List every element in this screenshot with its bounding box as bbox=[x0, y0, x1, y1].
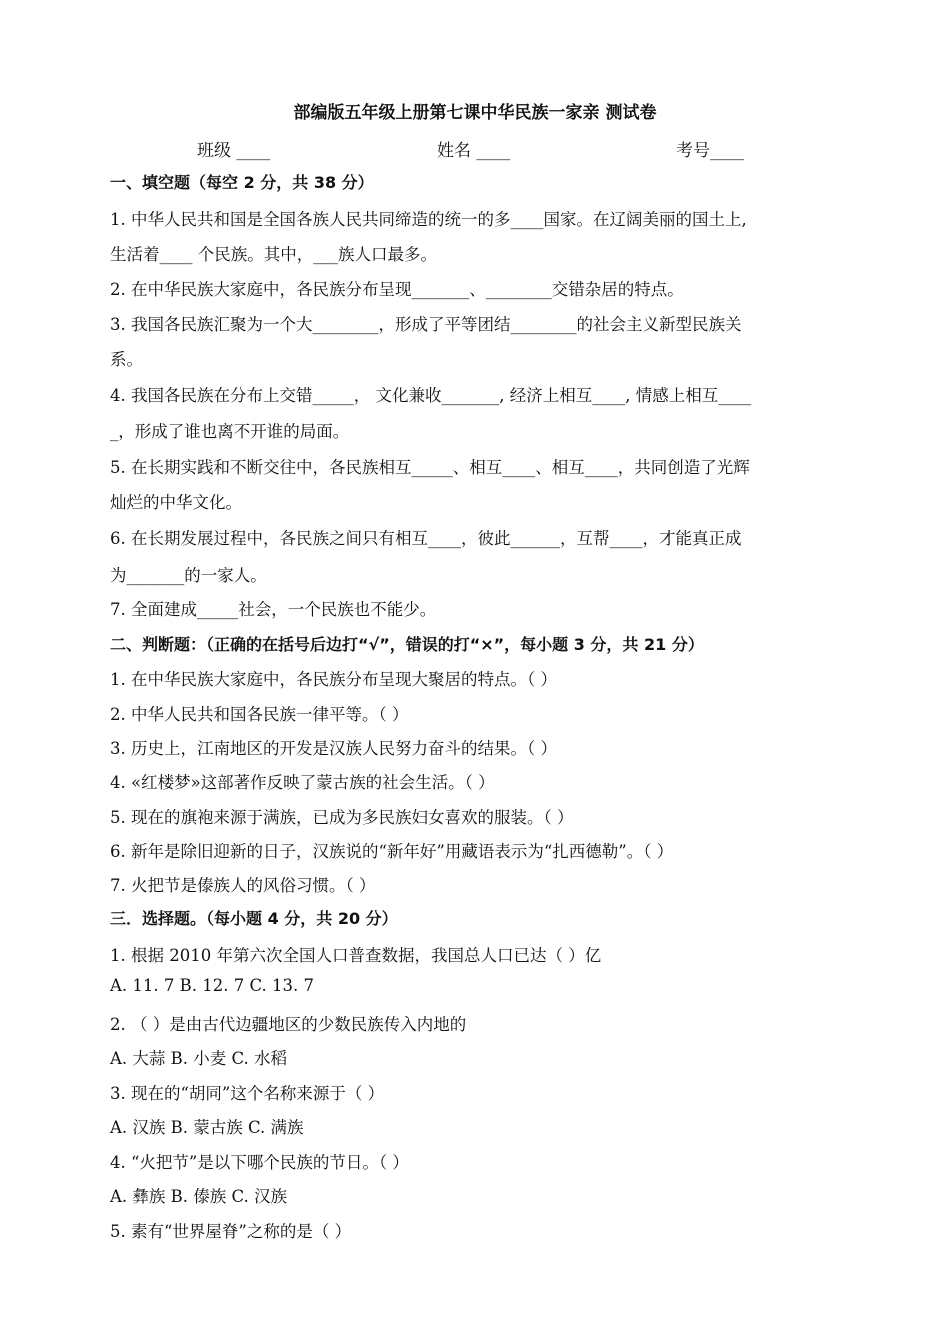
section1-line: 7. 全面建成_____社会，一个民族也不能少。 bbox=[110, 600, 437, 619]
section1-line: 3. 我国各民族汇聚为一个大________，形成了平等团结________的社会主义新型民族关 bbox=[110, 315, 742, 334]
section3-line: 2. （ ）是由古代边疆地区的少数民族传入内地的 bbox=[110, 1015, 467, 1034]
section1-line: _，形成了谁也离不开谁的局面。 bbox=[110, 422, 350, 441]
section1-line: 生活着____ 个民族。其中，___族人口最多。 bbox=[110, 245, 437, 264]
section2-heading: 二、判断题：（正确的在括号后边打“√”，错误的打“×”，每小题 3 分，共 21 分） bbox=[110, 635, 704, 654]
page-title: 部编版五年级上册第七课中华民族一家亲 测试卷 bbox=[293, 103, 657, 123]
section3-line: A. 大蒜 B. 小麦 C. 水稻 bbox=[110, 1049, 288, 1068]
section1-line: 灿烂的中华文化。 bbox=[110, 493, 242, 512]
section1-heading: 一、填空题（每空 2 分，共 38 分） bbox=[110, 173, 374, 192]
section2-line: 1. 在中华民族大家庭中，各民族分布呈现大聚居的特点。（ ） bbox=[110, 670, 557, 689]
section1-line: 6. 在长期发展过程中，各民族之间只有相互____，彼此______，互帮____，才能真正成 bbox=[110, 529, 742, 548]
section3-line: 4. “火把节”是以下哪个民族的节日。（ ） bbox=[110, 1153, 409, 1172]
section1-line: 2. 在中华民族大家庭中，各民族分布呈现_______、________交错杂居的特点。 bbox=[110, 280, 684, 299]
class-field-label: 班级 ____ bbox=[197, 141, 271, 161]
section2-line: 2. 中华人民共和国各民族一律平等。（ ） bbox=[110, 705, 409, 724]
name-field-label: 姓名 ____ bbox=[437, 141, 511, 161]
section3-heading: 三．选择题。（每小题 4 分，共 20 分） bbox=[110, 909, 398, 928]
section2-line: 6. 新年是除旧迎新的日子，汉族说的“新年好”用藏语表示为“扎西德勒”。（ ） bbox=[110, 842, 674, 861]
section3-line: 5. 素有“世界屋脊”之称的是（ ） bbox=[110, 1222, 352, 1241]
section2-line: 7. 火把节是傣族人的风俗习惯。（ ） bbox=[110, 876, 376, 895]
exam-id-field-label: 考号____ bbox=[676, 141, 744, 161]
section3-line: 1. 根据 2010 年第六次全国人口普查数据，我国总人口已达（ ）亿 bbox=[110, 946, 602, 965]
section2-line: 3. 历史上，江南地区的开发是汉族人民努力奋斗的结果。（ ） bbox=[110, 739, 557, 758]
section1-line: 系。 bbox=[110, 350, 143, 369]
section3-line: A. 彝族 B. 傣族 C. 汉族 bbox=[110, 1187, 288, 1206]
section1-line: 4. 我国各民族在分布上交错_____， 文化兼收_______, 经济上相互____, 情感上相互____ bbox=[110, 386, 752, 405]
section2-line: 4. «红楼梦»这部著作反映了蒙古族的社会生活。（ ） bbox=[110, 773, 495, 792]
section1-line: 为_______的一家人。 bbox=[110, 566, 267, 585]
section2-line: 5. 现在的旗袍来源于满族，已成为多民族妇女喜欢的服装。（ ） bbox=[110, 808, 574, 827]
section3-line: 3. 现在的“胡同”这个名称来源于（ ） bbox=[110, 1084, 385, 1103]
section3-line: A. 汉族 B. 蒙古族 C. 满族 bbox=[110, 1118, 304, 1137]
section3-line: A. 11. 7 B. 12. 7 C. 13. 7 bbox=[110, 976, 314, 995]
section1-line: 1. 中华人民共和国是全国各族人民共同缔造的统一的多____国家。在辽阔美丽的国土上, bbox=[110, 210, 747, 229]
section1-line: 5. 在长期实践和不断交往中，各民族相互_____、相互____、相互____，共同创造了光辉 bbox=[110, 458, 750, 477]
